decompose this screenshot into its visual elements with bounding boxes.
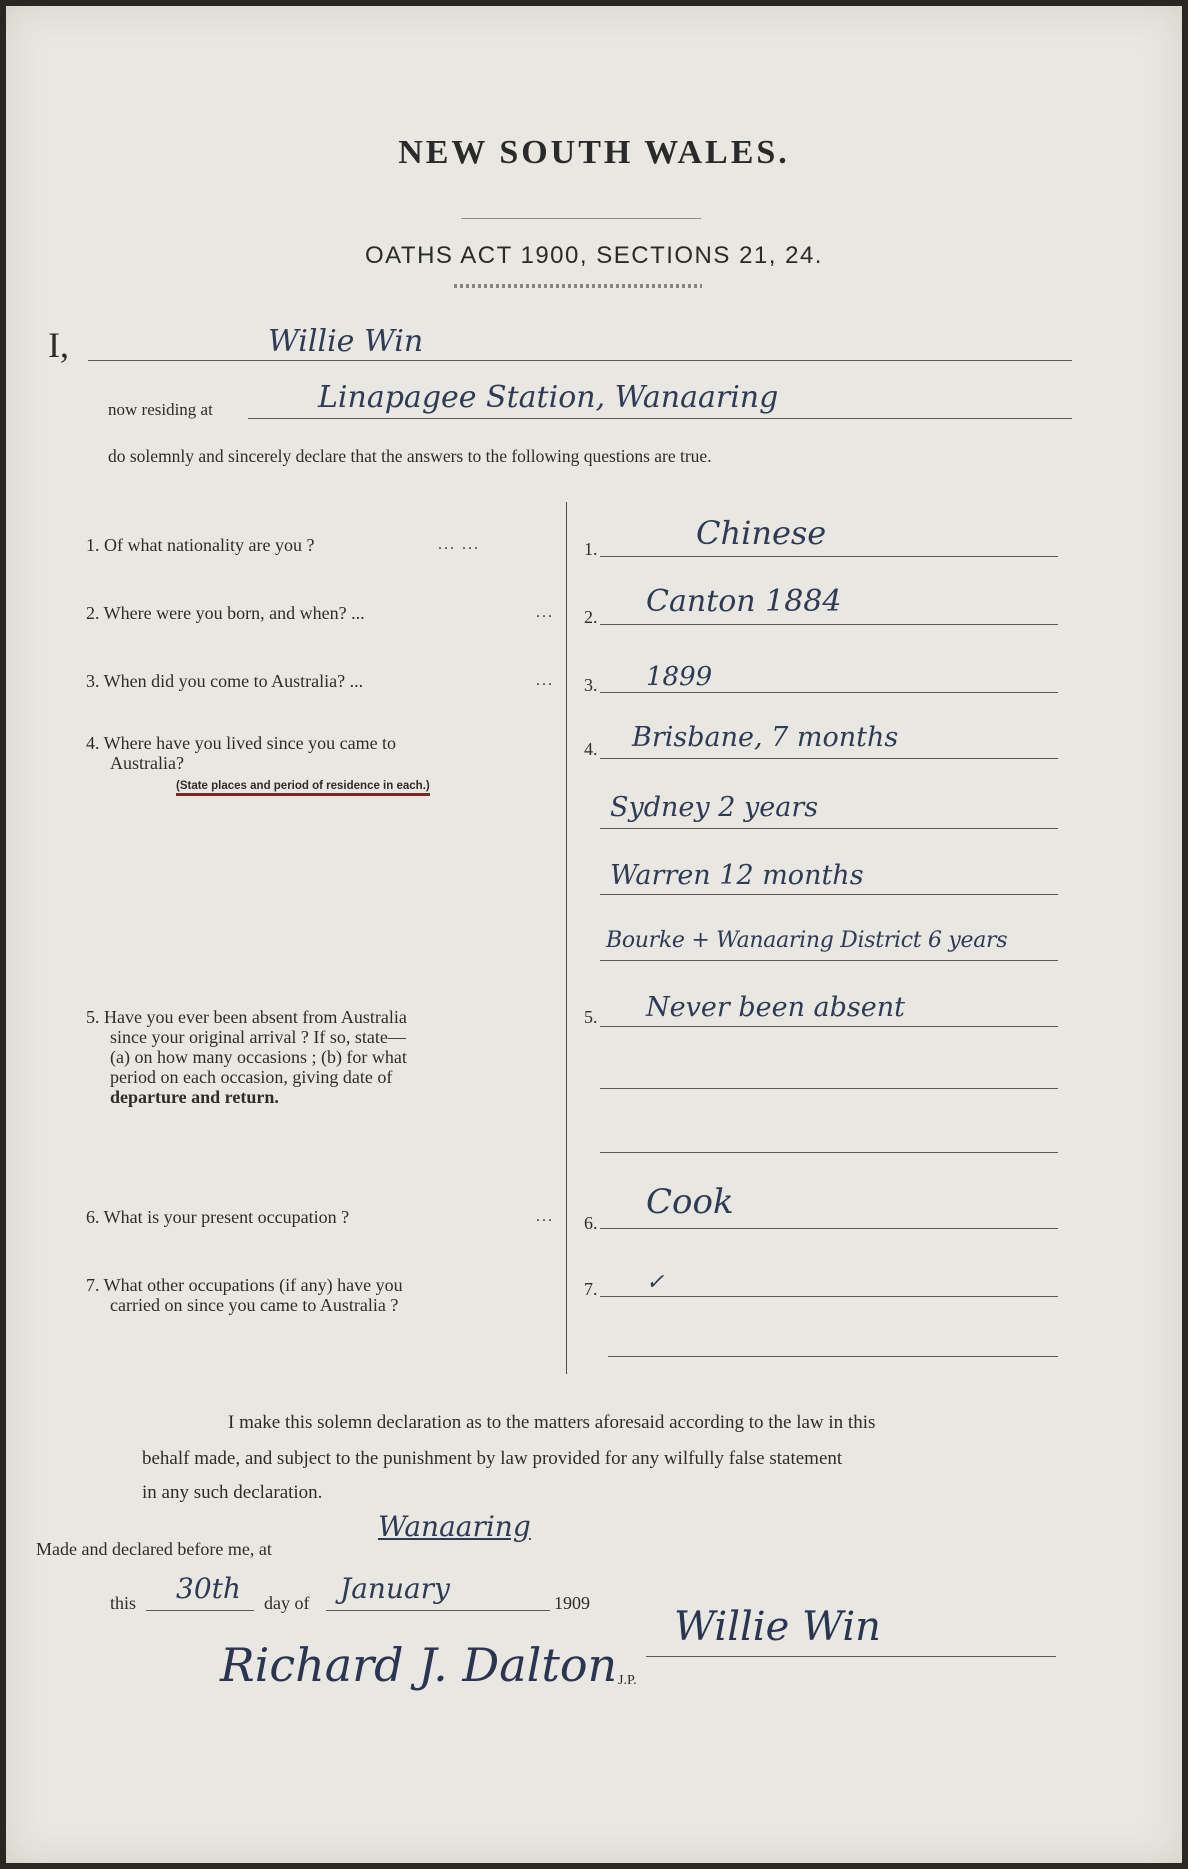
question-5-line-1: 5. Have you ever been absent from Australia: [86, 1007, 407, 1027]
answer-4-line-4: [600, 960, 1058, 961]
witness-signature: Richard J. Dalton: [220, 1638, 618, 1692]
answer-2-line: [600, 624, 1058, 625]
question-6: 6. What is your present occupation ?: [86, 1207, 350, 1227]
answer-5-value-1: Never been absent: [646, 992, 905, 1023]
closing-line-1: I make this solemn declaration as to the matters aforesaid according to the law in this: [228, 1412, 876, 1433]
answer-5-line-2: [600, 1088, 1058, 1089]
question-5-line-2: since your original arrival ? If so, state—: [110, 1027, 406, 1047]
declaration-intro: do solemnly and sincerely declare that the answers to the following questions are true.: [108, 446, 712, 466]
title-divider: [461, 218, 701, 219]
day-value: 30th: [176, 1572, 241, 1605]
day-of-label: day of: [264, 1593, 310, 1613]
answer-4-line-1: [600, 758, 1058, 759]
declarant-prefix: I,: [48, 325, 69, 365]
made-place: Wanaaring: [378, 1510, 531, 1543]
answer-1-number: 1.: [584, 539, 598, 559]
declarant-signature-line: [646, 1656, 1056, 1657]
question-3: 3. When did you come to Australia? ...: [86, 671, 364, 691]
answer-4-line-2: [600, 828, 1058, 829]
answer-7-line-1: [600, 1296, 1058, 1297]
question-7-line-1: 7. What other occupations (if any) have you: [86, 1275, 403, 1295]
answer-3-value: 1899: [646, 662, 713, 692]
subtitle-divider: [454, 284, 702, 288]
question-7-line-2: carried on since you came to Australia ?: [110, 1295, 399, 1315]
page-subtitle: OATHS ACT 1900, SECTIONS 21, 24.: [365, 242, 823, 269]
month-line: [326, 1610, 550, 1611]
question-2: 2. Where were you born, and when? ...: [86, 603, 365, 623]
answer-7-line-2: [608, 1356, 1058, 1357]
answer-5-number: 5.: [584, 1007, 598, 1027]
answer-2-value: Canton 1884: [646, 584, 842, 619]
this-label: this: [110, 1593, 137, 1613]
jp-label: J.P.: [618, 1673, 637, 1688]
question-5-line-3: (a) on how many occasions ; (b) for what: [110, 1047, 407, 1067]
answer-3-line: [600, 692, 1058, 693]
residing-value: Linapagee Station, Wanaaring: [318, 380, 779, 415]
answer-6-line: [600, 1228, 1058, 1229]
answer-5-line-1: [600, 1026, 1058, 1027]
question-2-dots: ...: [536, 604, 554, 621]
answer-7-checkmark: ✓: [646, 1270, 665, 1295]
answer-4-value-1: Brisbane, 7 months: [632, 722, 899, 753]
answer-4-value-2: Sydney 2 years: [610, 792, 819, 823]
declarant-signature: Willie Win: [674, 1604, 881, 1650]
made-label: Made and declared before me, at: [36, 1539, 272, 1559]
question-5-line-5: departure and return.: [110, 1087, 279, 1107]
answer-1-line: [600, 556, 1058, 557]
answer-4-number: 4.: [584, 739, 598, 759]
year-label: 1909: [554, 1593, 590, 1613]
document-sheet: [6, 6, 1182, 1863]
closing-line-2: behalf made, and subject to the punishment by law provided for any wilfully false statement: [142, 1448, 843, 1469]
closing-line-3: in any such declaration.: [142, 1482, 323, 1503]
column-divider: [566, 502, 567, 1374]
answer-6-value: Cook: [646, 1182, 734, 1222]
residing-label: now residing at: [108, 400, 213, 419]
answer-4-line-3: [600, 894, 1058, 895]
question-1-dots: ... ...: [438, 536, 480, 553]
residing-line: [248, 418, 1072, 419]
answer-2-number: 2.: [584, 607, 598, 627]
question-1: 1. Of what nationality are you ?: [86, 535, 315, 555]
answer-4-value-3: Warren 12 months: [610, 860, 864, 891]
question-6-dots: ...: [536, 1208, 554, 1225]
question-3-dots: ...: [536, 672, 554, 689]
name-line: [88, 360, 1072, 361]
question-4-line-2: Australia?: [110, 753, 184, 773]
month-value: January: [340, 1572, 450, 1605]
answer-4-value-4: Bourke + Wanaaring District 6 years: [606, 928, 1008, 953]
answer-6-number: 6.: [584, 1213, 598, 1233]
day-line: [146, 1610, 254, 1611]
page-title: NEW SOUTH WALES.: [398, 134, 790, 171]
question-4-line-1: 4. Where have you lived since you came to: [86, 733, 397, 753]
answer-3-number: 3.: [584, 675, 598, 695]
answer-7-number: 7.: [584, 1279, 598, 1299]
question-4-note: (State places and period of residence in each.): [176, 780, 430, 796]
answer-1-value: Chinese: [696, 514, 827, 552]
declarant-name: Willie Win: [268, 324, 424, 359]
answer-5-line-3: [600, 1152, 1058, 1153]
question-5-line-4: period on each occasion, giving date of: [110, 1067, 393, 1087]
